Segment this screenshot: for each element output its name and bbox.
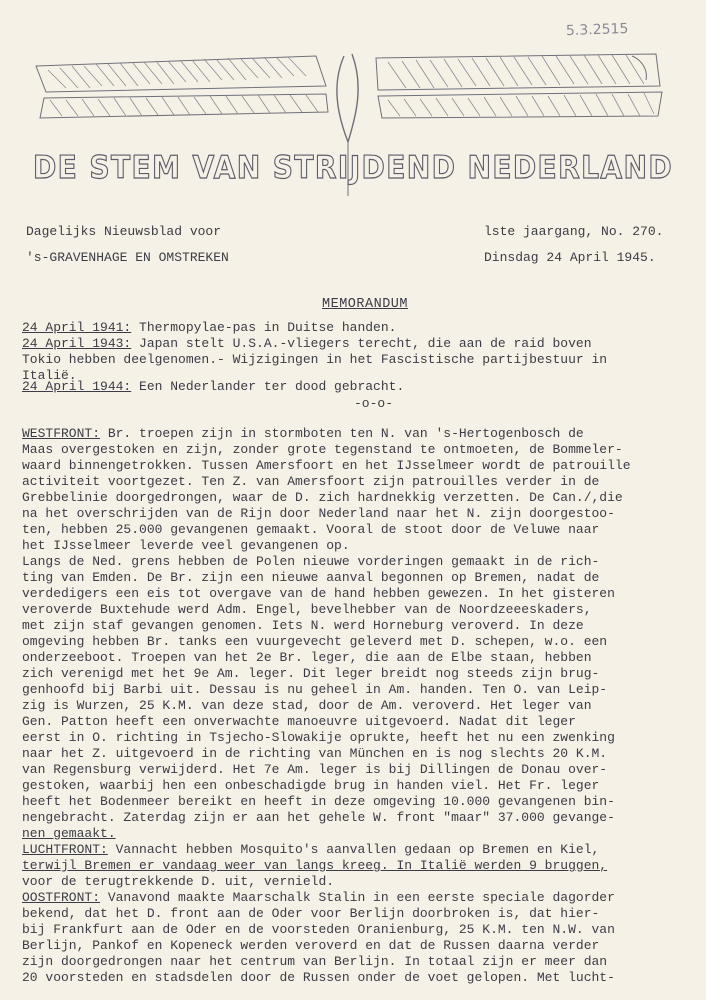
text-line: voor de terugtrekkende D. uit, vernield. [22, 874, 335, 889]
memo-entry [22, 379, 692, 395]
issue-number: lste jaargang, No. 270. [484, 224, 664, 239]
westfront-label: WESTFRONT: [22, 426, 101, 441]
masthead [26, 46, 680, 196]
text-line: onderzeeboot. Troepen van het 2e Br. leger, die aan de Elbe staan, hebben [22, 650, 592, 665]
text-line: heeft het Bodenmeer bereikt en heeft in deze omgeving 10.000 gevangenen bin- [22, 794, 615, 809]
text-line-content: Br. troepen zijn in stormboten ten N. van 's-Hertogenbosch de [100, 426, 584, 441]
memo-date: 24 April 1941: [22, 320, 132, 335]
memo-text: Een Nederlander ter dood gebracht. [131, 379, 405, 394]
memo-entry [22, 336, 692, 352]
text-line: naar het Z. uitgevoerd in de richting van München en is nog slechts 20 K.M. [22, 746, 608, 761]
text-line: nen gemaakt. [22, 826, 116, 841]
text-line: genhoofd bij Barbi uit. Dessau is nu geheel in Am. handen. Ten O. van Leip- [22, 682, 608, 697]
text-line: ten, hebben 25.000 gevangenen gemaakt. Vooral de stoot door de Veluwe naar [22, 522, 600, 537]
text-line: Maas overgestoken en zijn, zonder grote tegenstand te ontmoeten, de Bommeler- [22, 442, 623, 457]
text-line: Berlijn, Pankof en Kopeneck werden veroverd en dat de Russen daarna verder [22, 938, 600, 953]
text-line: Langs de Ned. grens hebben de Polen nieuwe vorderingen gemaakt in de rich- [22, 554, 600, 569]
text-line: veroverde Buxtehude werd Adm. Engel, bevelhebber van de Noordzeeeskaders, [22, 602, 592, 617]
text-line: zijn doorgedrongen naar het centrum van Berlijn. In totaal zijn er meer dan [22, 954, 608, 969]
memo-date: 24 April 1943: [22, 336, 132, 351]
text-line [22, 842, 692, 858]
text-line: terwijl Bremen er vandaag weer van langs kreeg. In Italië werden 9 bruggen, [22, 858, 608, 873]
text-line: 20 voorsteden en stadsdelen door de Russen onder de voet gelopen. Met lucht- [22, 970, 615, 985]
issue-date: Dinsdag 24 April 1945. [484, 250, 656, 265]
archive-number: 5.3.2515 [565, 20, 629, 40]
memo-text: Tokio hebben deelgenomen.- Wijzigingen in het Fascistische partijbestuur in [22, 352, 608, 367]
masthead-artwork [26, 46, 680, 196]
text-line: bij Frankfurt aan de Oder en de voorsteden Oranienburg, 25 K.M. ten N.W. van [22, 922, 615, 937]
text-line: nengebracht. Zaterdag zijn er aan het gehele W. front "maar" 37.000 gevange- [22, 810, 615, 825]
luchtfront-label: LUCHTFRONT: [22, 842, 108, 857]
text-line: met zijn staf gevangen genomen. Iets N. werd Horneburg veroverd. In deze [22, 618, 584, 633]
masthead-title: DE STEM VAN STRIJDEND NEDERLAND [33, 150, 673, 186]
text-line [22, 890, 692, 906]
text-line: gestoken, waarbij hen een onbeschadigde brug in handen viel. Het Fr. leger [22, 778, 600, 793]
text-line: na het overschrijden van de Rijn door Nederland naar het N. zijn doorgestoo- [22, 506, 615, 521]
text-line: van Regensburg verwijderd. Het 7e Am. leger is bij Dillingen de Donau over- [22, 762, 608, 777]
subtitle-region: 's-GRAVENHAGE EN OMSTREKEN [26, 250, 229, 265]
text-line: Grebbelinie doorgedrongen, waar de D. zich hardnekkig verzetten. De Can./,die [22, 490, 623, 505]
memo-text: Italië. [22, 368, 77, 383]
section-separator: -o-o- [354, 396, 394, 411]
text-line [22, 426, 692, 442]
memo-entry [22, 320, 692, 336]
memo-text: Japan stelt U.S.A.-vliegers terecht, die aan de raid boven [131, 336, 592, 351]
memo-text: Thermopylae-pas in Duitse handen. [131, 320, 397, 335]
text-line: het IJsselmeer leverde veel gevangenen op. [22, 538, 350, 553]
memo-date: 24 April 1944: [22, 379, 132, 394]
text-line: zig is Wurzen, 25 K.M. van deze stad, door de Am. veroverd. Het leger van [22, 698, 592, 713]
text-line: omgeving hebben Br. tanks een vuurgevecht geleverd met D. schepen, w.o. een [22, 634, 608, 649]
text-line: waard binnengetrokken. Tussen Amersfoort en het IJsselmeer wordt de patrouille [22, 458, 631, 473]
text-line: activiteit voortgezet. Ten Z. van Amersfoort zijn patrouilles verder in de [22, 474, 600, 489]
oostfront-label: OOSTFRONT: [22, 890, 101, 905]
subtitle-description: Dagelijks Nieuwsblad voor [26, 224, 222, 239]
text-line: zich verenigd met het 9e Am. leger. Dit leger breidt nog steeds zijn brug- [22, 666, 600, 681]
text-line-content: Vanavond maakte Maarschalk Stalin in een eerste speciale dagorder [100, 890, 615, 905]
text-line: ting van Emden. De Br. zijn een nieuwe aanval begonnen op Bremen, nadat de [22, 570, 600, 585]
text-line: eerst in O. richting in Tsjecho-Slowakije oprukte, heeft het nu een zwenking [22, 730, 615, 745]
memo-entry [22, 352, 692, 368]
memorandum-heading: MEMORANDUM [322, 297, 409, 312]
text-line-content: Vannacht hebben Mosquito's aanvallen gedaan op Bremen en Kiel, [107, 842, 600, 857]
text-line: verdedigers een eis tot overgave van de hand hebben gewezen. In het gisteren [22, 586, 615, 601]
text-line: Gen. Patton heeft een onverwachte manoeuvre uitgevoerd. Nadat dit leger [22, 714, 576, 729]
text-line: bekend, dat het D. front aan de Oder voor Berlijn doorbroken is, dat hier- [22, 906, 600, 921]
